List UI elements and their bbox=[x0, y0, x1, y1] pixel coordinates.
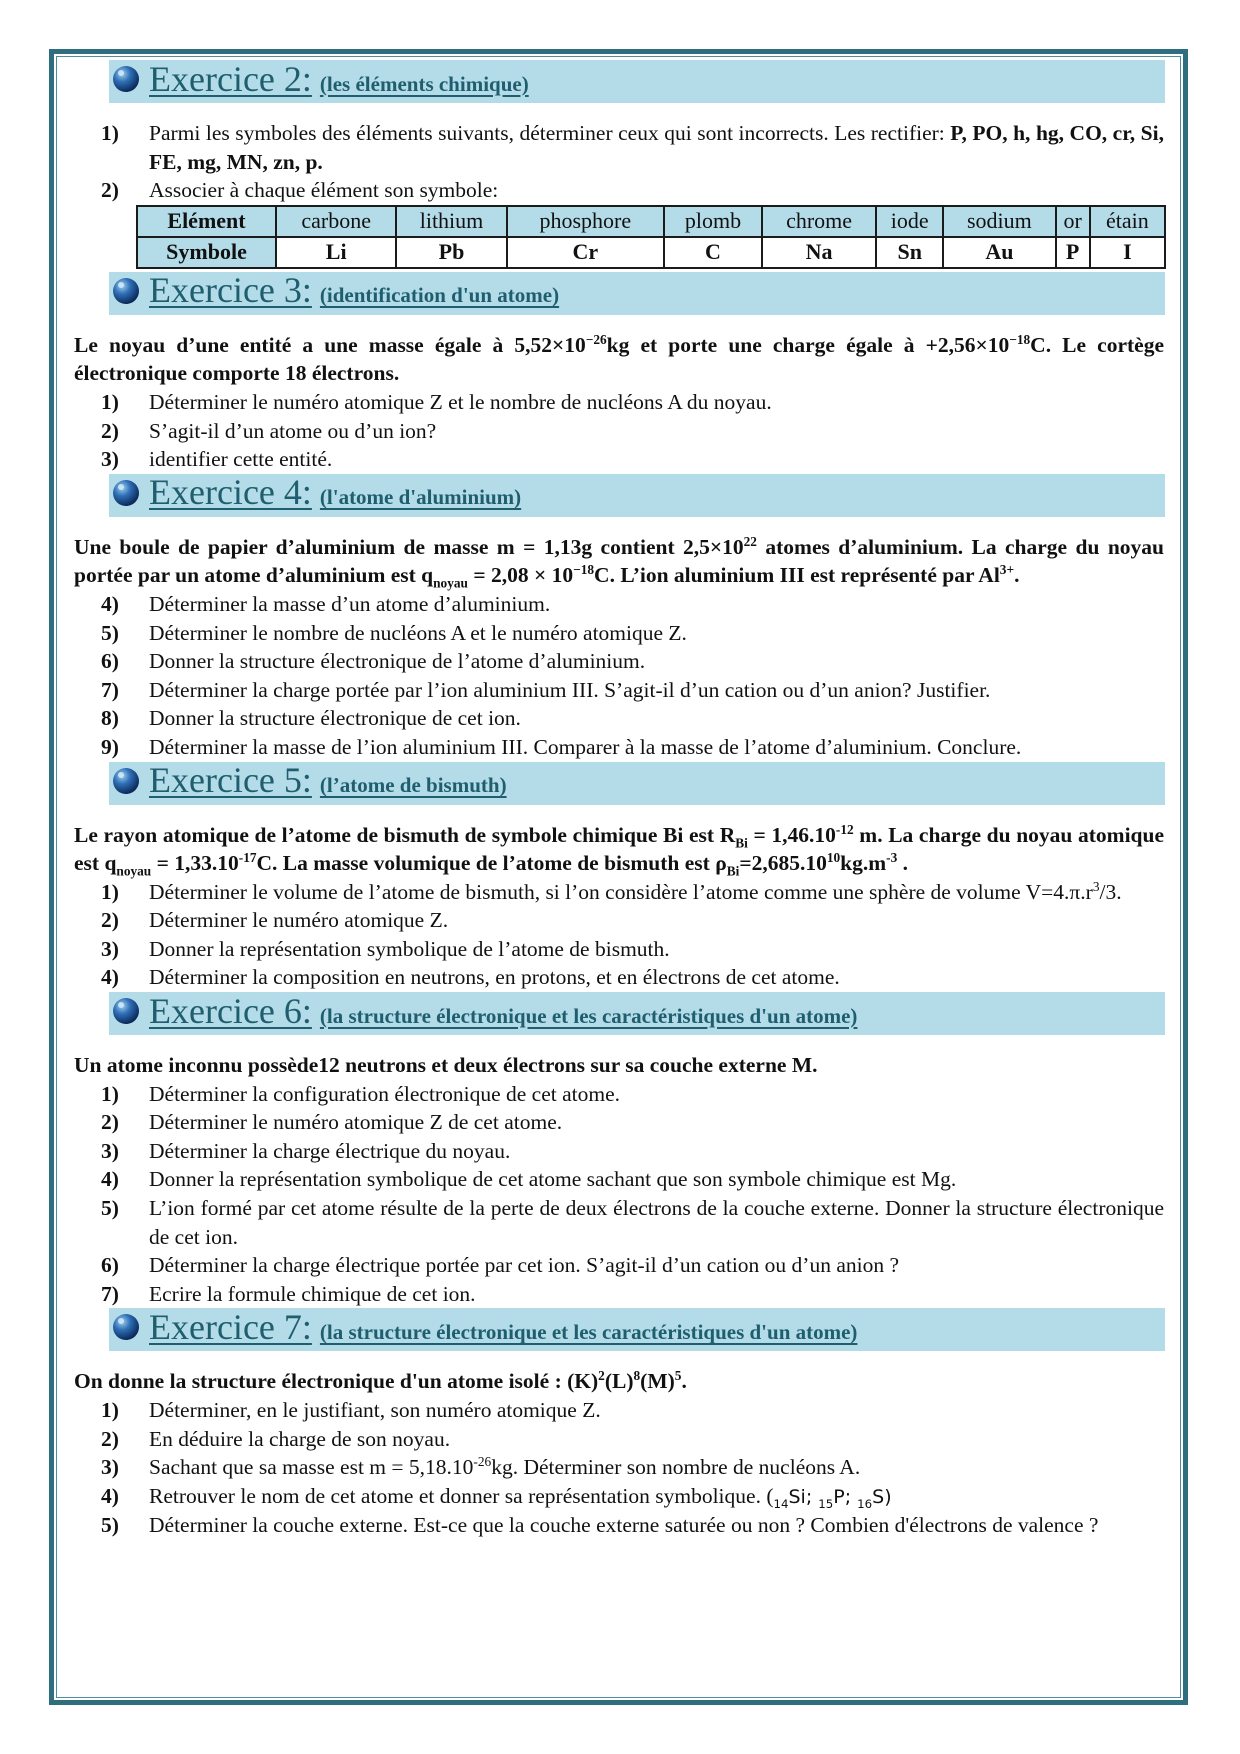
question: 6) Donner la structure électronique de l’atome d’aluminium. bbox=[101, 649, 646, 674]
exercise-3-statement: Le noyau d’une entité a une masse égale à $5,52\times 10^{-26}kg$ et porte une charge égale à $+2,56\times 10^{-18}C$. Le cortège électronique comporte 18 électrons. bbox=[74, 331, 1164, 386]
question: 5) Déterminer la couche externe. Est-ce que la couche externe saturée ou non ? Combien d'électrons de valence ? bbox=[101, 1513, 1099, 1538]
exercise-2-questions bbox=[74, 119, 1164, 205]
exercise-6-header bbox=[109, 992, 1165, 1035]
question: 2) Déterminer le numéro atomique Z. bbox=[101, 908, 449, 933]
table-cell: I bbox=[1090, 237, 1165, 268]
exercise-3-header bbox=[109, 272, 1165, 315]
question: 1) Déterminer le volume de l’atome de bismuth, si l’on considère l’atome comme une sphère de volume $V=4.\pi.r^3/3$. bbox=[101, 878, 1122, 904]
exercise-4-statement: Une boule de papier d’aluminium de masse m = 1,13g contient $2,5\times 10^{22}$ atomes d’aluminium. La charge du noyau portée par un atome d’aluminium est $q_{noyau} = 2,08 \times 10^{-18}C$. L’ion aluminium III est représenté par $Al^{3+}$. bbox=[74, 533, 1164, 591]
question: 8) Donner la structure électronique de cet ion. bbox=[101, 706, 521, 731]
exercise-3-questions bbox=[74, 388, 1164, 474]
exercise-5-statement: Le rayon atomique de l’atome de bismuth de symbole chimique Bi est $R_{Bi} = 1,46.10^{-12}$ m. La charge du noyau atomique est $q_{noyau} = 1,33.10^{-17}C$. La masse volumique de l’atome de bismuth est $\rho_{Bi}=2,685.10^{10}kg.m^{-3}$ . bbox=[74, 821, 1164, 879]
question: 2) S’agit-il d’un atome ou d’un ion? bbox=[101, 418, 437, 443]
table-cell: chrome bbox=[762, 206, 876, 237]
question: 4) Donner la représentation symbolique de cet atome sachant que son symbole chimique est Mg. bbox=[101, 1167, 957, 1192]
table-cell: sodium bbox=[943, 206, 1055, 237]
table-header-cell: Elément bbox=[137, 206, 276, 237]
exercise-5-questions bbox=[74, 878, 1164, 992]
question: 1) Parmi les symboles des éléments suivants, déterminer ceux qui sont incorrects. Les rectifier: P, PO, h, hg, CO, cr, Si, FE, mg, MN, zn, p. bbox=[101, 121, 1164, 174]
blue-ball-icon bbox=[111, 1312, 141, 1342]
table-cell: carbone bbox=[276, 206, 396, 237]
exercise-7-questions bbox=[74, 1396, 1164, 1540]
table-cell: étain bbox=[1090, 206, 1165, 237]
worksheet bbox=[74, 60, 1164, 1540]
table-cell: P bbox=[1056, 237, 1090, 268]
table-cell: phosphore bbox=[507, 206, 664, 237]
exercise-7-header bbox=[109, 1308, 1165, 1351]
question: 6) Déterminer la charge électrique portée par cet ion. S’agit-il d’un cation ou d’un anion ? bbox=[101, 1253, 900, 1278]
question: 1) Déterminer la configuration électronique de cet atome. bbox=[101, 1081, 620, 1106]
exercise-4-title: Exercice 4: (l'atome d'aluminium) bbox=[149, 472, 522, 513]
exercise-7-statement: On donne la structure électronique d'un atome isolé : $(K)^2(L)^8(M)^5$. bbox=[74, 1368, 687, 1394]
exercise-6-title: Exercice 6: (la structure électronique et les caractéristiques d'un atome) bbox=[149, 990, 858, 1031]
table-cell: Cr bbox=[507, 237, 664, 268]
table-cell: Na bbox=[762, 237, 876, 268]
element-symbol-table bbox=[136, 205, 1166, 269]
table-cell: Sn bbox=[876, 237, 943, 268]
exercise-6-statement: Un atome inconnu possède12 neutrons et deux électrons sur sa couche externe M. bbox=[74, 1053, 818, 1078]
exercise-2-title: Exercice 2: (les éléments chimique) bbox=[149, 58, 529, 99]
question: 4) Déterminer la composition en neutrons, en protons, et en électrons de cet atome. bbox=[101, 965, 840, 990]
question: 7) Déterminer la charge portée par l’ion aluminium III. S’agit-il d’un cation ou d’un anion? Justifier. bbox=[101, 677, 991, 702]
question: 4) Déterminer la masse d’un atome d’aluminium. bbox=[101, 591, 551, 616]
blue-ball-icon bbox=[111, 766, 141, 796]
blue-ball-icon bbox=[111, 478, 141, 508]
question: 2) Déterminer le numéro atomique Z de cet atome. bbox=[101, 1110, 563, 1135]
table-cell: C bbox=[664, 237, 762, 268]
question: 3) Donner la représentation symbolique de l’atome de bismuth. bbox=[101, 936, 670, 961]
question: 3) identifier cette entité. bbox=[101, 447, 333, 472]
question: 5) L’ion formé par cet atome résulte de la perte de deux électrons de la couche externe. Donner la structure électronique de cet ion. bbox=[101, 1196, 1164, 1249]
exercise-4-header bbox=[109, 474, 1165, 517]
exercise-5-title: Exercice 5: (l’atome de bismuth) bbox=[149, 760, 507, 801]
question: 1) Déterminer, en le justifiant, son numéro atomique Z. bbox=[101, 1398, 601, 1422]
blue-ball-icon bbox=[111, 64, 141, 94]
question: 3) Déterminer la charge électrique du noyau. bbox=[101, 1138, 511, 1163]
exercise-5-header bbox=[109, 762, 1165, 805]
table-header-cell: Symbole bbox=[137, 237, 276, 268]
question: 4) Retrouver le nom de cet atome et donner sa représentation symbolique. ($_{14}Si$; $_{15}$P; $_{16}$S) bbox=[101, 1483, 892, 1511]
table-cell: plomb bbox=[664, 206, 762, 237]
table-cell: iode bbox=[876, 206, 943, 237]
table-cell: or bbox=[1056, 206, 1090, 237]
exercise-2-header bbox=[109, 60, 1165, 103]
table-row bbox=[137, 206, 1165, 237]
question: 2) Associer à chaque élément son symbole: bbox=[101, 178, 499, 203]
table-cell: Li bbox=[276, 237, 396, 268]
question: 5) Déterminer le nombre de nucléons A et le numéro atomique Z. bbox=[101, 620, 687, 645]
question: 7) Ecrire la formule chimique de cet ion. bbox=[101, 1281, 476, 1306]
blue-ball-icon bbox=[111, 996, 141, 1026]
exercise-3-title: Exercice 3: (identification d'un atome) bbox=[149, 270, 560, 311]
table-cell: lithium bbox=[396, 206, 506, 237]
exercise-4-questions bbox=[74, 590, 1164, 762]
question: 3) Sachant que sa masse est $m = 5,18.10^{-26}kg$. Déterminer son nombre de nucléons A. bbox=[101, 1454, 861, 1480]
table-cell: Au bbox=[943, 237, 1055, 268]
table-cell: Pb bbox=[396, 237, 506, 268]
question: 2) En déduire la charge de son noyau. bbox=[101, 1426, 451, 1451]
exercise-7-title: Exercice 7: (la structure électronique et les caractéristiques d'un atome) bbox=[149, 1307, 858, 1348]
question: 9) Déterminer la masse de l’ion aluminium III. Comparer à la masse de l’atome d’aluminium. Conclure. bbox=[101, 734, 1022, 759]
blue-ball-icon bbox=[111, 276, 141, 306]
exercise-6-questions bbox=[74, 1080, 1164, 1309]
table-row bbox=[137, 237, 1165, 268]
question: 1) Déterminer le numéro atomique Z et le nombre de nucléons A du noyau. bbox=[101, 389, 772, 414]
